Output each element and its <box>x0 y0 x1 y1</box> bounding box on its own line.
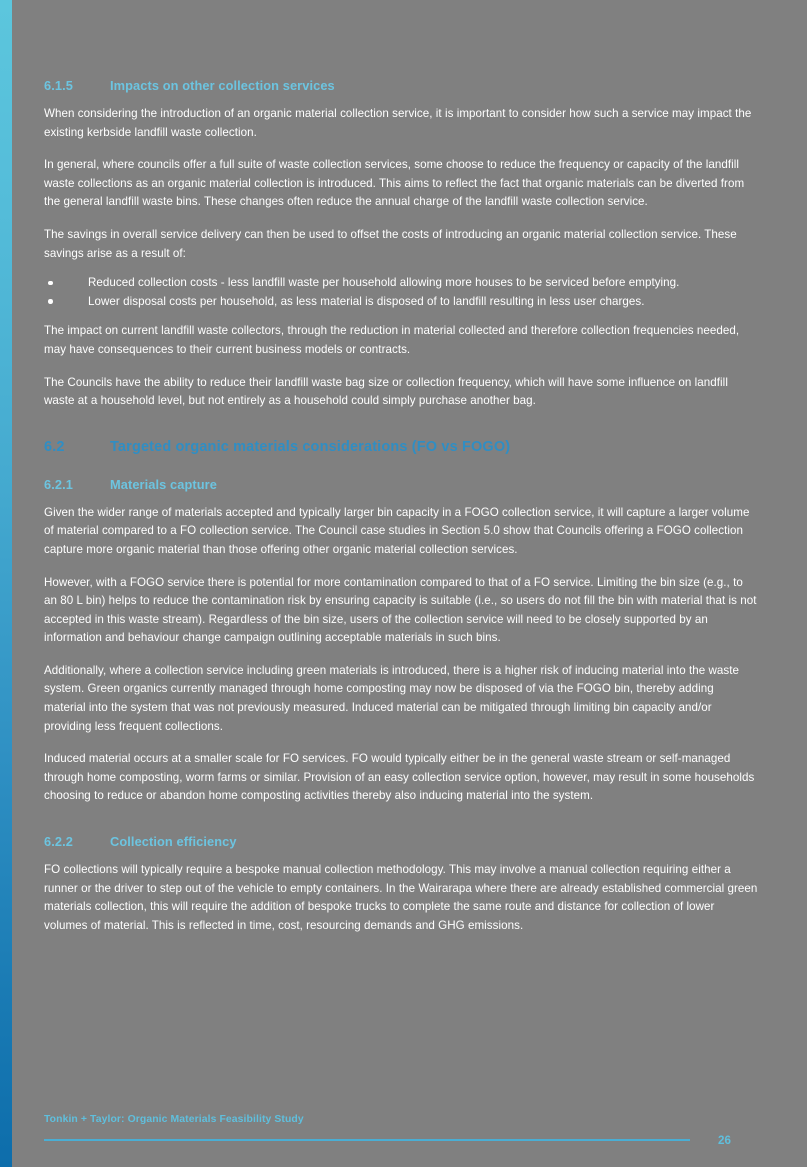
heading-6-2-number: 6.2 <box>44 438 65 455</box>
list-item <box>44 293 758 312</box>
heading-6-1-5-title: Impacts on other collection services <box>110 78 335 93</box>
heading-6-2-1-number: 6.2.1 <box>44 476 73 492</box>
heading-6-2-2-number: 6.2.2 <box>44 834 73 850</box>
paragraph: The impact on current landfill waste collectors, through the reduction in material collected and therefore collection frequencies needed, may have consequences to their current business models or contracts. <box>44 324 740 356</box>
paragraph: The savings in overall service delivery can then be used to offset the costs of introducing an organic material collection service. These savings arise as a result of: <box>44 227 737 260</box>
page-number: 26 <box>718 1134 731 1147</box>
list-item-label: Reduced collection costs - less landfill waste per household allowing more houses to be serviced before emptying. <box>88 276 680 290</box>
paragraph: Additionally, where a collection service including green materials is introduced, there is a higher risk of inducing material into the waste system. Green organics currently managed through home composting may now be disposed of via the FOGO bin, thereby adding material into the system that was not previously measured. Induced material can be mitigated through limiting bin capacity and/or providing less frequent collections. <box>44 663 740 733</box>
heading-6-2 <box>44 439 758 455</box>
footer-rule-row <box>44 1134 758 1146</box>
footer-divider <box>44 1139 690 1141</box>
bullet-dot-icon <box>48 299 53 304</box>
list-item-label: Lower disposal costs per household, as less material is disposed of to landfill resulting in less user charges. <box>88 294 645 308</box>
paragraph: The Councils have the ability to reduce their landfill waste bag size or collection frequency, which will have some influence on landfill waste at a household level, but not entirely as a household could simply purchase another bag. <box>44 375 728 408</box>
bullet-dot-icon <box>48 281 53 286</box>
footer-document-title: Tonkin + Taylor: Organic Materials Feasibility Study <box>44 1114 304 1125</box>
paragraph: When considering the introduction of an organic material collection service, it is important to consider how such a service may impact the existing kerbside landfill waste collection. <box>44 107 752 139</box>
heading-6-2-1-title: Materials capture <box>110 476 217 492</box>
list-item <box>44 274 758 293</box>
paragraph: Induced material occurs at a smaller scale for FO services. FO would typically either be in the general waste stream or self-managed through home composting, worm farms or similar. Provision of an easy collection service option, however, may result in some households choosing to reduce or abandon home composting activities thereby also inducing material into the system. <box>44 752 755 803</box>
heading-6-1-5-number: 6.1.5 <box>44 78 73 93</box>
page-footer <box>44 1114 758 1146</box>
heading-6-2-title: Targeted organic materials considerations (FO vs FOGO) <box>110 438 511 455</box>
paragraph: However, with a FOGO service there is potential for more contamination compared to that of a FO service. Limiting the bin size (e.g., to an 80 L bin) helps to reduce the contamination risk by ensuring capacity is suitable (i.e., so users do not fill the bin with material that is not accepted in this waste stream). Regardless of the bin size, users of the collection service will need to be closely supported by an information and behaviour change campaign outlining acceptable materials in such bins. <box>44 575 757 645</box>
paragraph: Given the wider range of materials accepted and typically larger bin capacity in a FOGO collection service, it will capture a larger volume of material compared to a FO collection service. The Council case studies in Section 5.0 show that Councils offering a FOGO collection capture more organic material than those offering other organic material collection services. <box>44 505 750 556</box>
paragraph: In general, where councils offer a full suite of waste collection services, some choose to reduce the frequency or capacity of the landfill waste collections as an organic material collection is introduced. This aims to reflect the fact that organic materials can be diverted from the general landfill waste bins. These changes often reduce the annual charge of the landfill waste collection service. <box>44 158 745 209</box>
heading-6-2-2-title: Collection efficiency <box>110 834 237 850</box>
heading-6-2-2 <box>44 834 758 849</box>
heading-6-2-1 <box>44 477 758 492</box>
paragraph: FO collections will typically require a bespoke manual collection methodology. This may involve a manual collection requiring either a runner or the driver to step out of the vehicle to empty containers. In the Wairarapa where there are already established commercial green materials collection, this will require the addition of bespoke trucks to complete the same route and distance for collection of lower volumes of material. This is reflected in time, cost, resourcing demands and GHG emissions. <box>44 863 758 932</box>
heading-6-1-5 <box>44 78 758 93</box>
savings-bullet-list <box>44 274 758 311</box>
page-content <box>44 78 758 935</box>
